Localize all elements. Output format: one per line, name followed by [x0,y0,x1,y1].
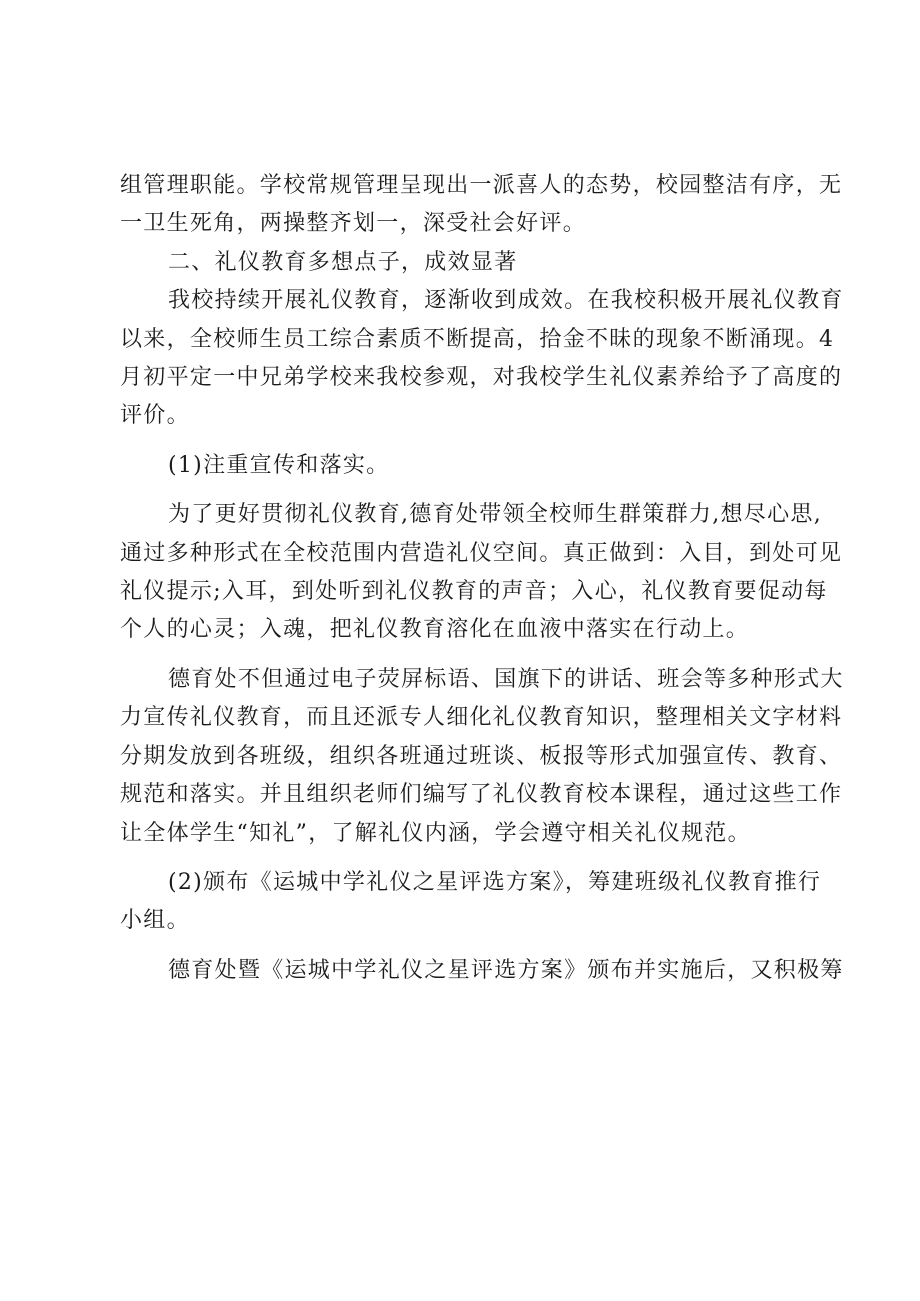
text-line: 我校持续开展礼仪教育，逐渐收到成效。在我校积极开展礼仪教育 [168,288,844,314]
text-line: (1)注重宣传和落实。 [168,452,390,478]
text-line: 评价。 [120,403,190,429]
text-line: 让全体学生“知礼”，了解礼仪内涵，学会遵守相关礼仪规范。 [120,820,751,846]
text-line: 德育处暨《运城中学礼仪之星评选方案》颁布并实施后，又积极筹 [168,957,844,983]
subheading-2 [120,864,836,941]
paragraph-8 [168,952,844,990]
text-line: 为了更好贯彻礼仪教育,德育处带领全校师生群策群力,想尽心思, [168,502,822,528]
text-line: 二、礼仪教育多想点子，成效显著 [168,249,518,275]
text-line: 规范和落实。并且组织老师们编写了礼仪教育校本课程，通过这些工作 [120,782,843,808]
text-line: 小组。 [120,908,190,934]
paragraph-6 [120,661,844,853]
text-line: 通过多种形式在全校范围内营造礼仪空间。真正做到：入目，到处可见 [120,540,843,566]
text-line: (2)颁布《运城中学礼仪之星评选方案》，筹建班级礼仪教育推行 [168,869,822,895]
section-heading [168,244,836,282]
paragraph-5 [120,496,843,650]
paragraph-1 [120,167,843,244]
text-line: 一卫生死角，两操整齐划一，深受社会好评。 [120,211,587,237]
text-line: 力宣传礼仪教育，而且还派专人细化礼仪教育知识，整理相关文字材料 [120,705,843,731]
subheading-1 [168,447,836,485]
text-line: 组管理职能。学校常规管理呈现出一派喜人的态势，校园整洁有序，无 [120,173,843,198]
text-line: 个人的心灵；入魂，把礼仪教育溶化在血液中落实在行动上。 [120,617,750,643]
text-line: 礼仪提示;入耳，到处听到礼仪教育的声音；入心，礼仪教育要促动每 [120,579,828,605]
text-line: 以来，全校师生员工综合素质不断提高，拾金不昧的现象不断涌现。4 [120,326,835,352]
text-line: 德育处不但通过电子荧屏标语、国旗下的讲话、班会等多种形式大 [168,666,844,692]
paragraph-3 [120,282,844,436]
document-body [120,167,844,990]
text-line: 月初平定一中兄弟学校来我校参观，对我校学生礼仪素养给予了高度的 [120,365,843,391]
text-line: 分期发放到各班级，组织各班通过班谈、板报等形式加强宣传、教育、 [120,743,843,769]
